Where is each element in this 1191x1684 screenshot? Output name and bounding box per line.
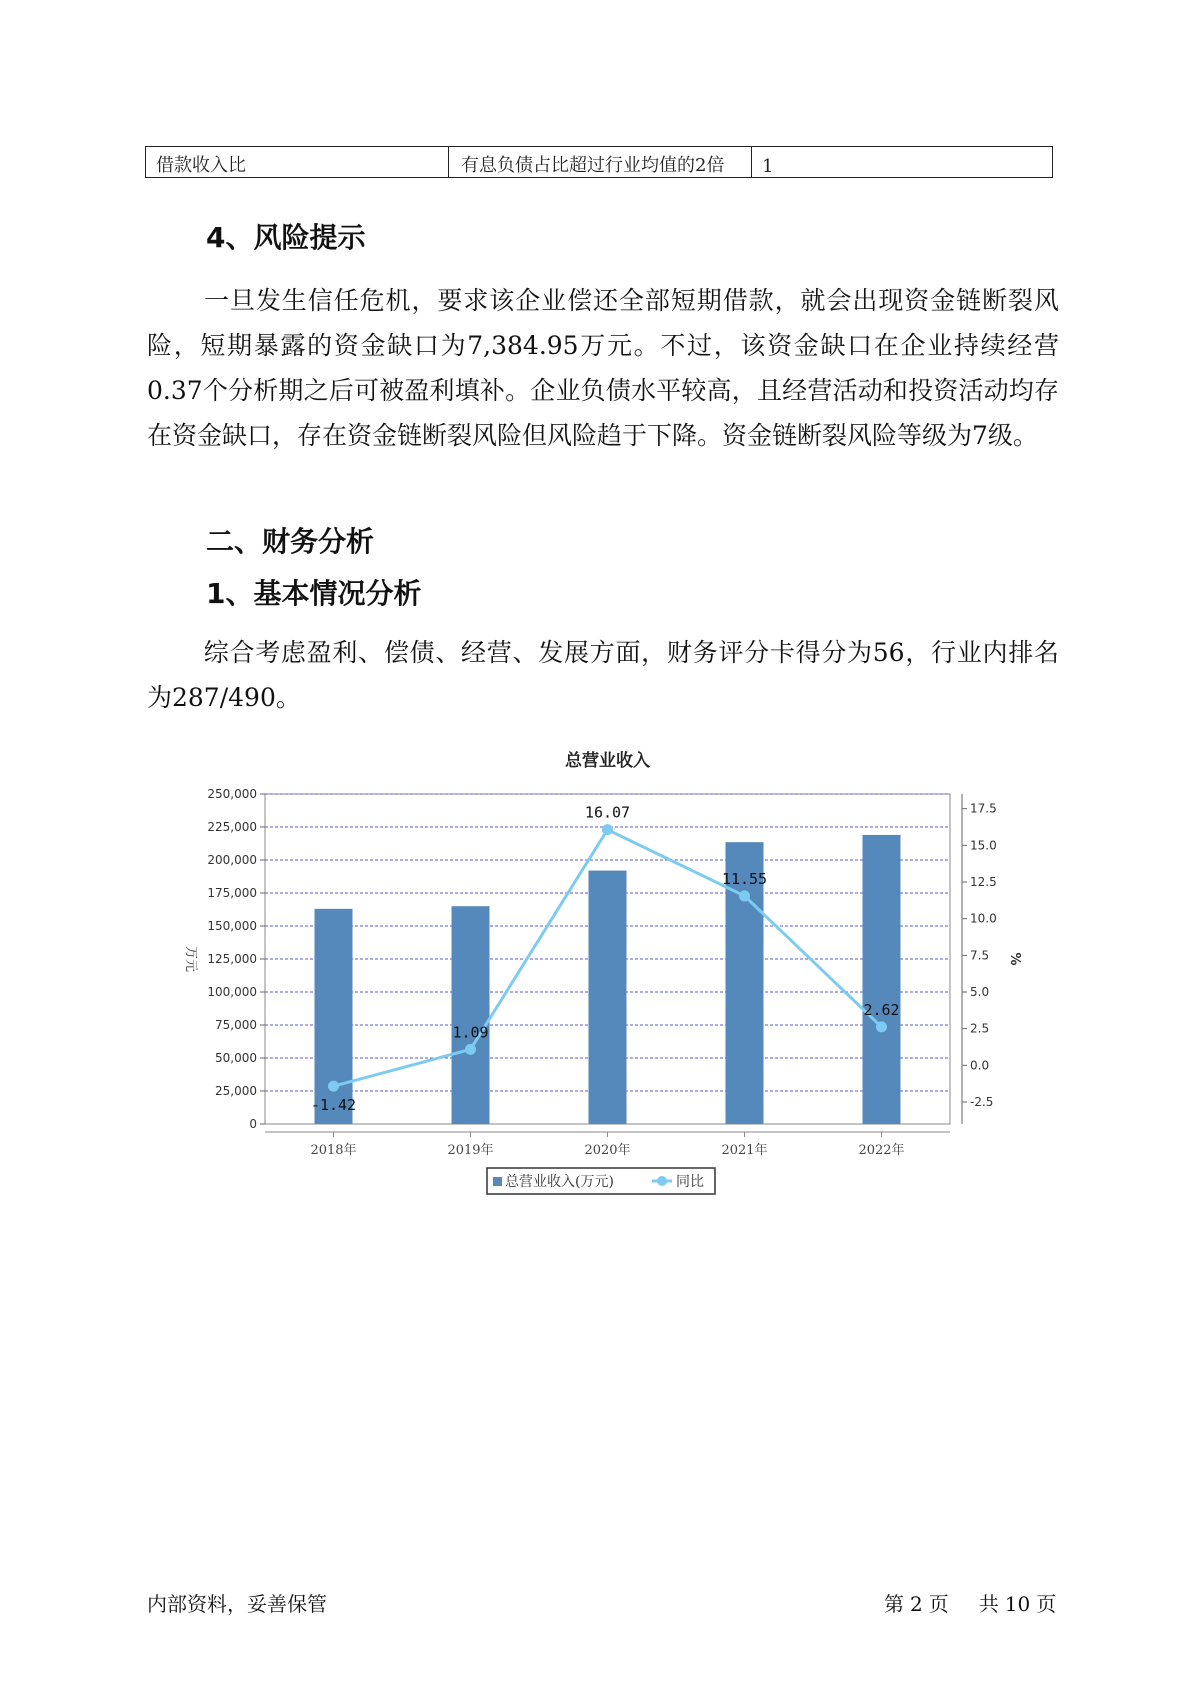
y-tick-label: 0 [249, 1117, 257, 1131]
y-tick-label: 150,000 [207, 919, 257, 933]
bar-revenue [863, 835, 901, 1124]
point-yoy [465, 1044, 476, 1055]
footer-confidential: 内部资料，妥善保管 [147, 1592, 327, 1616]
point-yoy [876, 1021, 887, 1032]
data-label-yoy: 16.07 [584, 803, 631, 822]
bar-revenue [589, 871, 627, 1124]
y2-tick-label: 7.5 [970, 948, 990, 963]
y2-tick-label: 5.0 [970, 985, 990, 999]
basic-paragraph: 综合考虑盈利、偿债、经营、发展方面，财务评分卡得分为56，行业内排名为287/490。 [147, 638, 1059, 712]
y-tick-label: 250,000 [207, 787, 257, 801]
y2-tick-label: 0.0 [970, 1058, 990, 1073]
y2-tick-label: -2.5 [970, 1095, 994, 1109]
legend-label-revenue: 总营业收入(万元) [505, 1174, 614, 1190]
y-tick-label: 125,000 [207, 952, 257, 966]
table-cell-condition: 有息负债占比超过行业均值的2倍 [449, 147, 752, 178]
bar-revenue [452, 906, 490, 1124]
y-tick-label: 100,000 [207, 985, 257, 999]
y2-tick-label: 15.0 [970, 838, 997, 853]
table-cell-value: 1 [752, 147, 1053, 178]
footer-page-number: 第 2 页 共 10 页 [884, 1592, 1057, 1616]
chart-title: 总营业收入 [565, 751, 650, 771]
basic-heading: 1、基本情况分析 [206, 577, 422, 610]
y-tick-label: 25,000 [215, 1084, 257, 1098]
y-tick-label: 200,000 [207, 853, 257, 867]
legend-marker-yoy [657, 1176, 667, 1186]
data-label-yoy: -1.42 [310, 1096, 357, 1115]
x-tick-label: 2022年 [858, 1143, 905, 1158]
x-tick-label: 2020年 [584, 1143, 631, 1158]
point-yoy [602, 824, 613, 835]
finance-heading: 二、财务分析 [206, 525, 375, 558]
table-cell-indicator: 借款收入比 [146, 147, 449, 178]
y2-tick-label: 10.0 [970, 911, 997, 926]
y2-tick-label: 12.5 [970, 875, 997, 889]
y-tick-label: 175,000 [207, 886, 257, 900]
x-tick-label: 2021年 [721, 1143, 768, 1158]
y2-tick-label: 2.5 [970, 1021, 990, 1036]
data-label-yoy: 1.09 [452, 1023, 489, 1042]
data-label-yoy: 2.62 [863, 1000, 900, 1019]
point-yoy [328, 1081, 339, 1092]
y-axis-label: 万元 [183, 945, 198, 973]
y2-axis-label: % [1007, 952, 1022, 966]
y2-tick-label: 17.5 [970, 801, 997, 816]
risk-paragraph: 一旦发生信任危机，要求该企业偿还全部短期借款，就会出现资金链断裂风险，短期暴露的资金缺口为7,384.95万元。不过，该资金缺口在企业持续经营 0.37个分析期之后可被盈利填补。企业负债水平较高，且经营活动和投资活动均存在资金缺口，存在资金链断裂风险但风险趋于下降。资金链断裂风险等级为7级。 [147, 286, 1059, 450]
y-tick-label: 225,000 [207, 820, 257, 834]
x-tick-label: 2019年 [447, 1143, 494, 1158]
y-tick-label: 50,000 [215, 1051, 257, 1065]
y-tick-label: 75,000 [215, 1018, 257, 1032]
risk-heading: 4、风险提示 [206, 221, 366, 254]
x-tick-label: 2018年 [310, 1143, 357, 1158]
data-label-yoy: 11.55 [721, 869, 768, 888]
legend-swatch-revenue [493, 1177, 502, 1186]
legend-label-yoy: 同比 [676, 1174, 704, 1190]
point-yoy [739, 890, 750, 901]
bar-revenue [315, 909, 353, 1124]
